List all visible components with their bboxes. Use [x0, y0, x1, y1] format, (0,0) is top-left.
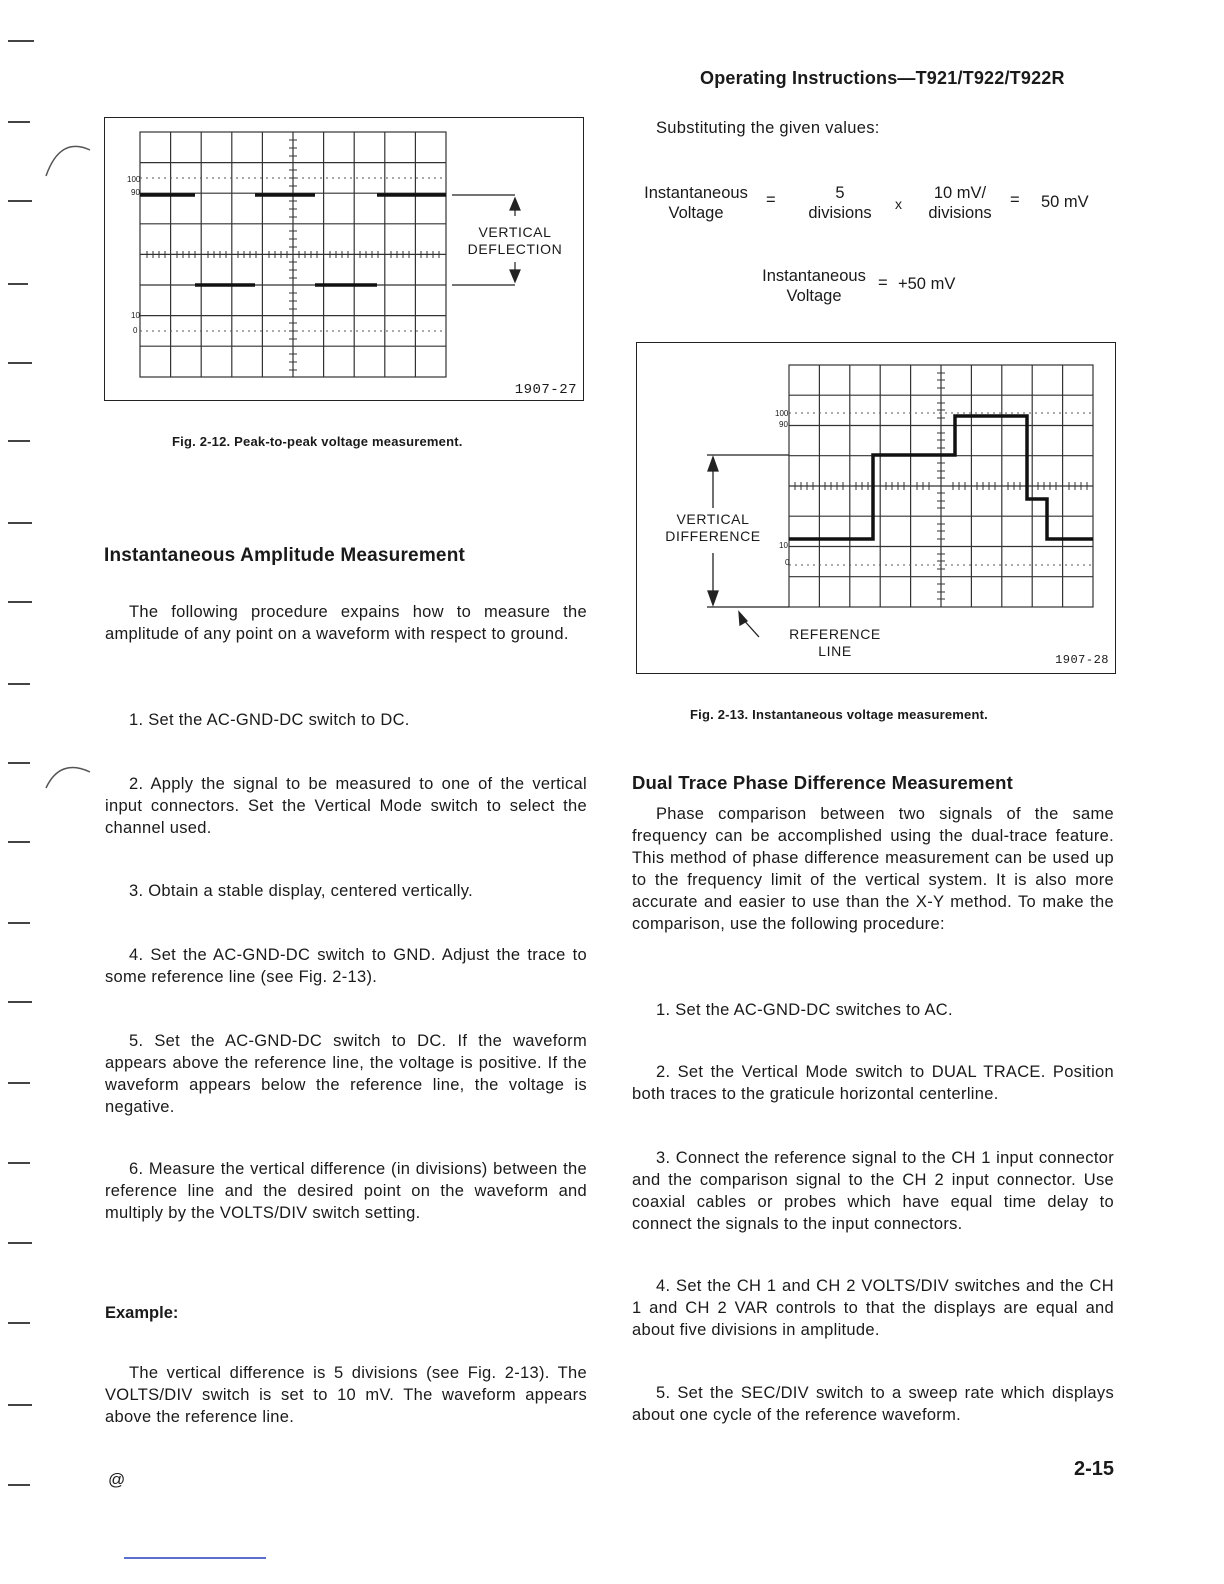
figure-2-13 — [636, 342, 1116, 674]
label-line: LINE — [818, 643, 852, 659]
figure-id: 1907-28 — [1055, 653, 1109, 667]
step-item: 3. Connect the reference signal to the CH 1 input connector and the comparison signal to the CH 2 input connector. Use coaxial cables or probes which have equal time delay to connect the signals to the input connectors. — [632, 1149, 1114, 1233]
binder-hole-arc — [40, 752, 100, 792]
label-line: VERTICAL — [478, 224, 552, 240]
grid-label-90: 90 — [131, 188, 140, 197]
times-sign: x — [895, 196, 902, 212]
equation-result: +50 mV — [898, 275, 956, 293]
margin-mark — [8, 440, 30, 442]
graticule-2-12 — [105, 118, 585, 402]
step-item: 5. Set the SEC/DIV switch to a sweep rate which displays about one cycle of the reference waveform. — [632, 1384, 1114, 1424]
label-line: DEFLECTION — [467, 241, 563, 257]
step-item: 2. Set the Vertical Mode switch to DUAL TRACE. Position both traces to the graticule horizontal centerline. — [632, 1063, 1114, 1103]
label-line: VERTICAL — [676, 511, 750, 527]
grid-label-100: 100 — [775, 409, 789, 418]
binder-hole-arc — [40, 130, 100, 180]
eq-text: Instantaneous — [644, 184, 748, 202]
page-number: 2-15 — [1074, 1458, 1115, 1480]
step-item: 2. Apply the signal to be measured to one of the vertical input connectors. Set the Vertical Mode switch to select the channel used. — [105, 775, 587, 837]
step-item: 1. Set the AC-GND-DC switches to AC. — [656, 1001, 953, 1019]
margin-mark — [8, 1484, 30, 1486]
equals-sign: = — [878, 274, 888, 292]
grid-label-100: 100 — [127, 175, 141, 184]
grid-label-10: 10 — [131, 311, 140, 320]
denominator: divisions — [928, 204, 992, 222]
equals-sign: = — [1010, 191, 1020, 209]
intro-paragraph: Phase comparison between two signals of the same frequency can be accomplished using the dual-trace feature. This method of phase difference measurement can be used up to the frequency limit of the vertical system. It is also more accurate and easier to use than the X-Y method. To make the comparison, use the following procedure: — [632, 805, 1114, 933]
footer-rule — [124, 1557, 266, 1559]
numerator: 10 mV/ — [933, 184, 987, 202]
footer-symbol: @ — [108, 1470, 126, 1489]
margin-mark — [8, 1322, 30, 1324]
example-paragraph: The vertical difference is 5 divisions (see Fig. 2-13). The VOLTS/DIV switch is set to 10 mV. The waveform appears above the reference line. — [105, 1364, 587, 1426]
step-item: 3. Obtain a stable display, centered vertically. — [129, 882, 473, 900]
margin-mark — [8, 40, 34, 42]
grid-label-10: 10 — [779, 541, 788, 550]
margin-mark — [8, 200, 32, 202]
step-item: 4. Set the CH 1 and CH 2 VOLTS/DIV switches and the CH 1 and CH 2 VAR controls to that the displays are equal and about five divisions in amplitude. — [632, 1277, 1114, 1339]
equals-sign: = — [766, 191, 776, 209]
grid-label-0: 0 — [133, 326, 138, 335]
step-item: 1. Set the AC-GND-DC switch to DC. — [129, 711, 410, 729]
vertical-deflection-label — [455, 224, 575, 258]
page-header: Operating Instructions—T921/T922/T922R — [700, 68, 1065, 88]
fraction — [798, 183, 882, 223]
margin-mark — [8, 522, 32, 524]
figure-caption: Fig. 2-13. Instantaneous voltage measurement. — [690, 707, 988, 722]
margin-mark — [8, 283, 28, 285]
figure-2-12 — [104, 117, 584, 401]
equation-result: 50 mV — [1041, 193, 1089, 211]
grid-label-90: 90 — [779, 420, 788, 429]
margin-mark — [8, 922, 30, 924]
eq-text: Voltage — [786, 287, 842, 305]
equation-lhs — [636, 183, 756, 223]
fraction — [918, 183, 1002, 223]
substituting-text: Substituting the given values: — [656, 119, 880, 137]
margin-mark — [8, 683, 30, 685]
figure-caption: Fig. 2-12. Peak-to-peak voltage measurement. — [172, 434, 463, 449]
grid-label-0: 0 — [785, 558, 790, 567]
margin-mark — [8, 1162, 30, 1164]
margin-mark — [8, 1242, 32, 1244]
section-title: Instantaneous Amplitude Measurement — [104, 545, 466, 566]
eq-text: Instantaneous — [762, 267, 866, 285]
denominator: divisions — [808, 204, 872, 222]
step-item: 5. Set the AC-GND-DC switch to DC. If the waveform appears above the reference line, the voltage is positive. If the waveform appears below the reference line, the voltage is negative. — [105, 1032, 587, 1116]
step-item: 6. Measure the vertical difference (in divisions) between the reference line and the desired point on the waveform and multiply by the VOLTS/DIV switch setting. — [105, 1160, 587, 1222]
margin-mark — [8, 1001, 32, 1003]
section-title: Dual Trace Phase Difference Measurement — [632, 772, 1014, 793]
margin-mark — [8, 601, 32, 603]
label-line: REFERENCE — [789, 626, 881, 642]
margin-mark — [8, 1404, 32, 1406]
equation-lhs — [752, 266, 876, 306]
margin-mark — [8, 762, 30, 764]
margin-mark — [8, 121, 30, 123]
numerator: 5 — [835, 184, 845, 202]
margin-mark — [8, 841, 30, 843]
eq-text: Voltage — [668, 204, 724, 222]
figure-id: 1907-27 — [514, 382, 577, 398]
step-item: 4. Set the AC-GND-DC switch to GND. Adjust the trace to some reference line (see Fig. 2-13). — [105, 946, 587, 986]
intro-paragraph: The following procedure expains how to measure the amplitude of any point on a waveform with respect to ground. — [105, 603, 587, 643]
reference-line-label — [785, 626, 885, 660]
margin-mark — [8, 1082, 30, 1084]
label-line: DIFFERENCE — [665, 528, 761, 544]
example-label: Example: — [105, 1304, 179, 1322]
margin-mark — [8, 362, 32, 364]
vertical-difference-label — [653, 511, 773, 545]
